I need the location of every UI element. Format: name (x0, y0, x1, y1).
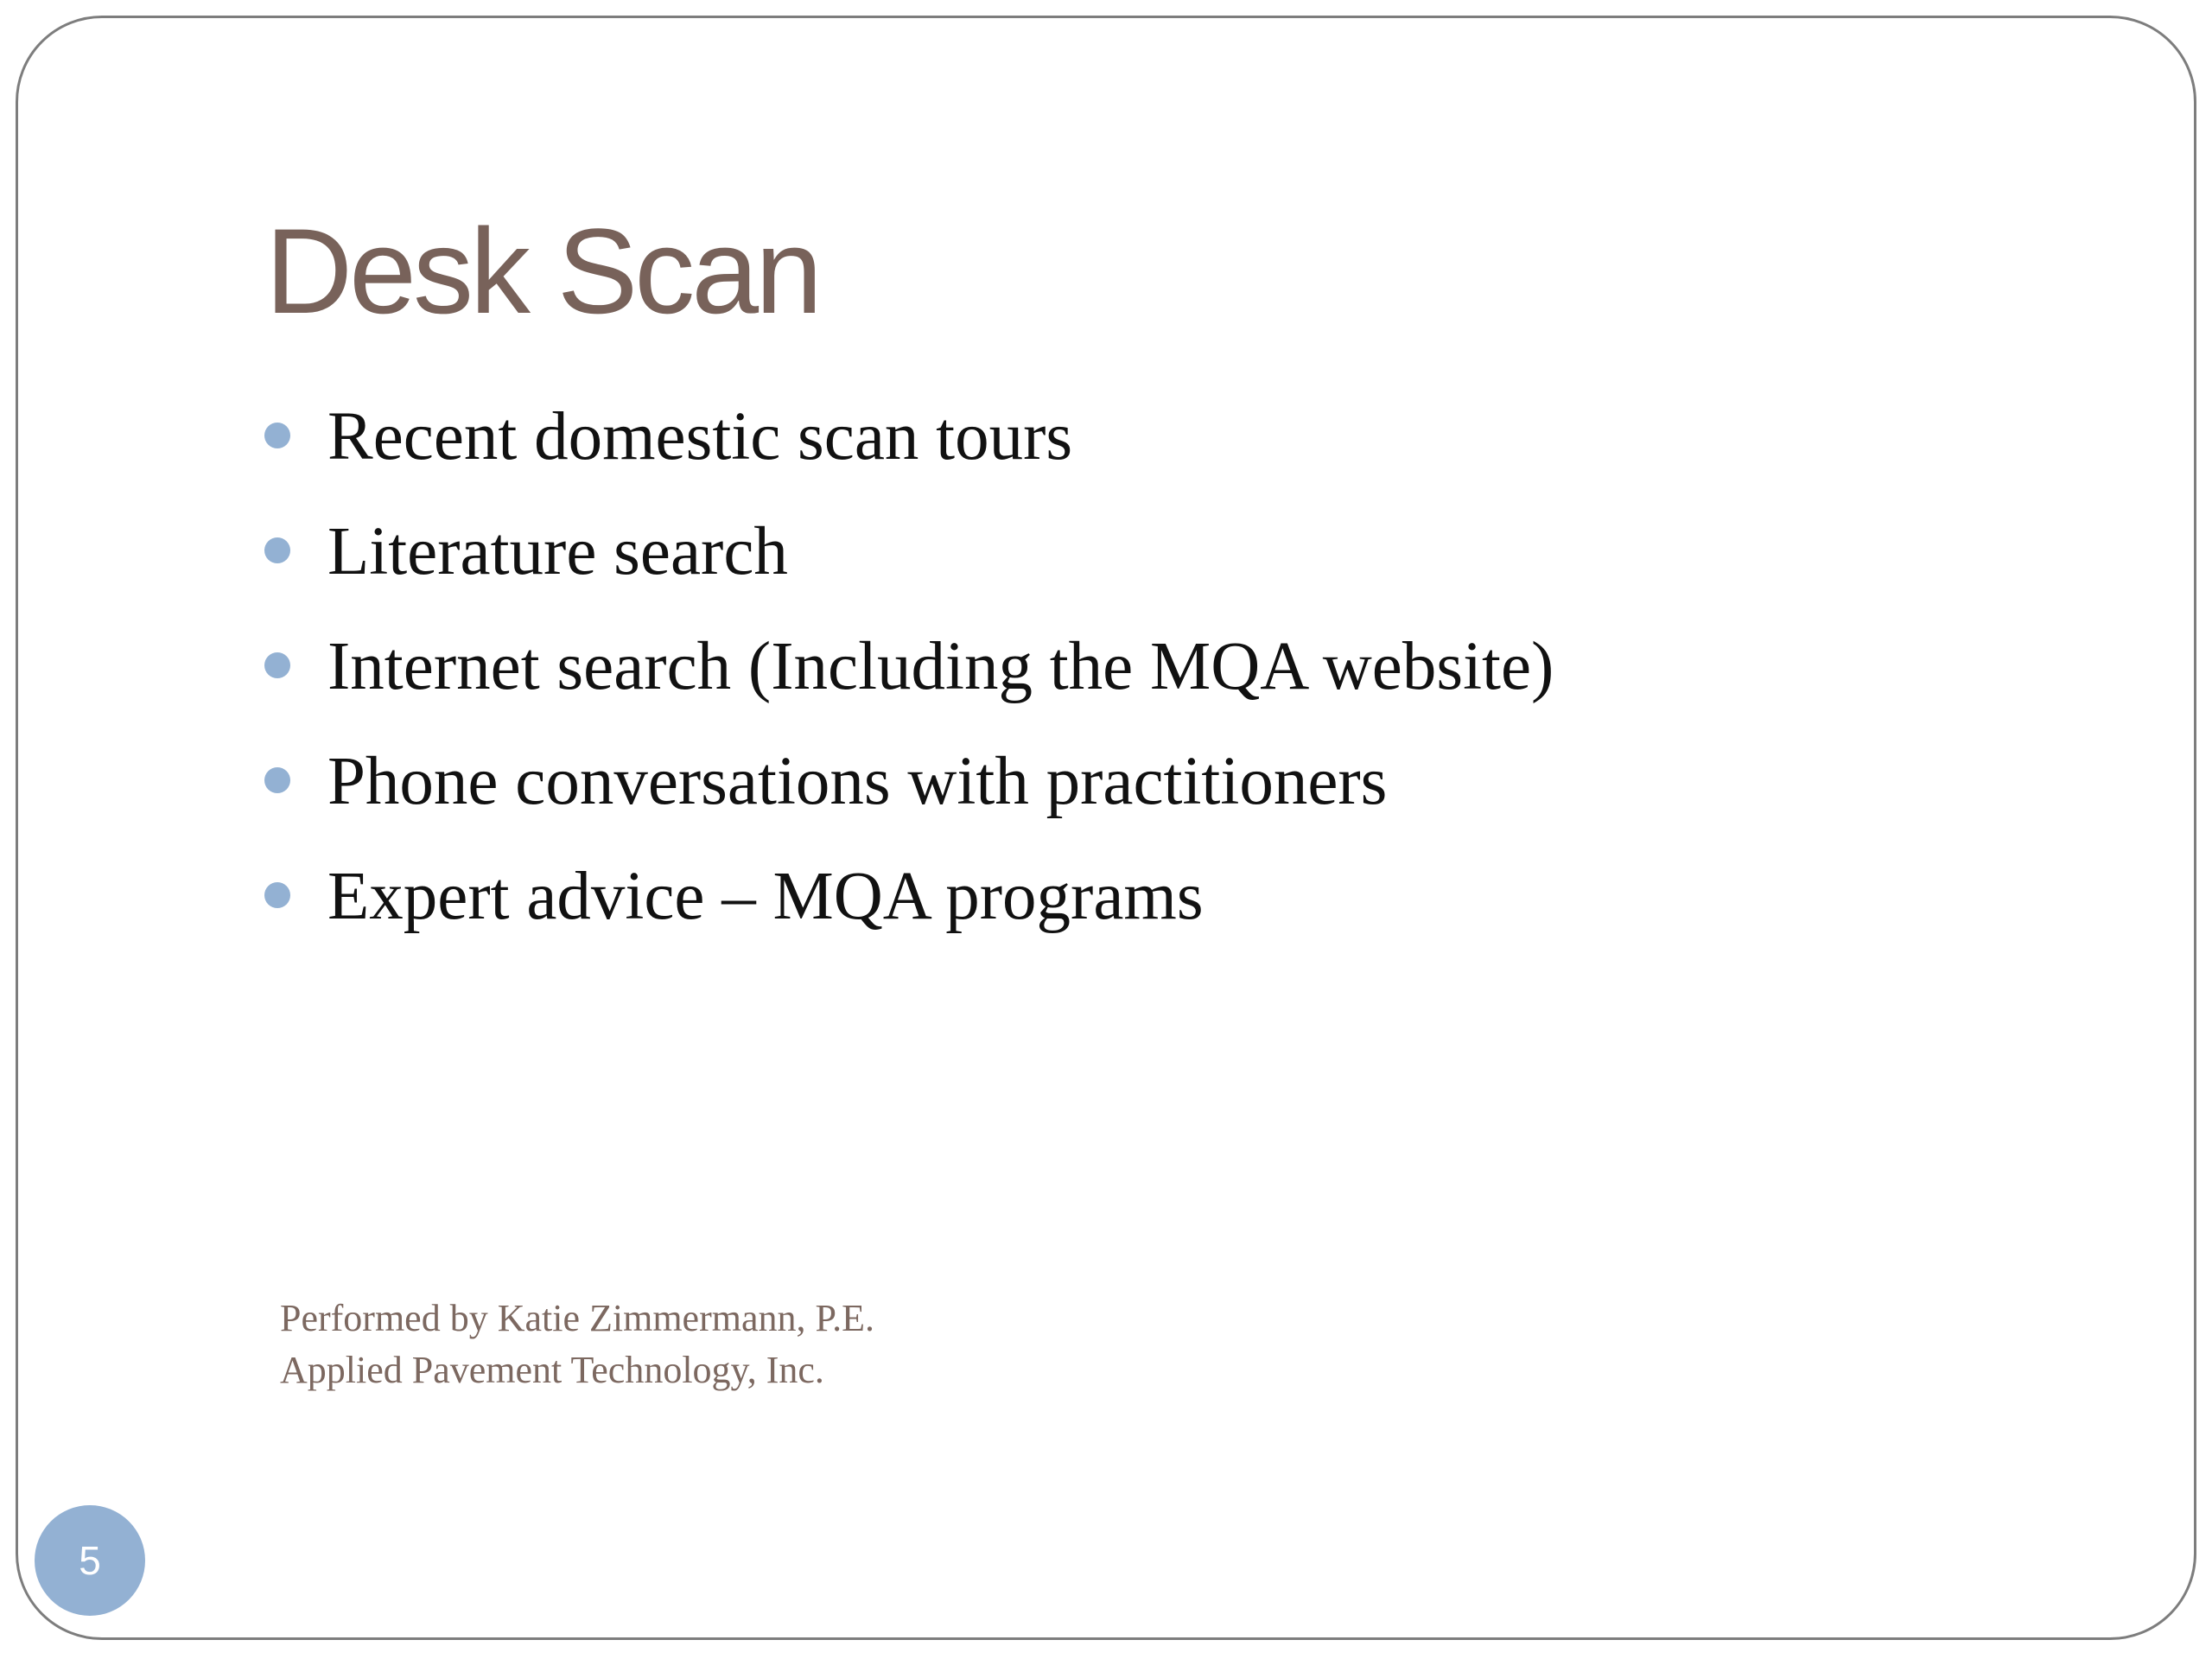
bullet-item (264, 839, 1554, 954)
footer-performed-by: Performed by Katie Zimmermann, P.E. (280, 1297, 874, 1339)
bullet-text: Internet search (Including the MQA website) (327, 628, 1554, 704)
bullet-dot-icon (264, 423, 290, 448)
slide-title: Desk Scan (265, 203, 819, 339)
bullet-text: Phone conversations with practitioners (327, 743, 1388, 819)
bullet-text: Literature search (327, 513, 788, 589)
bullet-list (264, 379, 1554, 954)
bullet-dot-icon (264, 537, 290, 563)
bullet-item (264, 379, 1554, 494)
bullet-text: Expert advice – MQA programs (327, 858, 1204, 934)
bullet-text: Recent domestic scan tours (327, 398, 1073, 474)
bullet-item (264, 609, 1554, 724)
slide-frame (16, 16, 2196, 1640)
bullet-dot-icon (264, 652, 290, 678)
footer-note (280, 1293, 874, 1396)
bullet-dot-icon (264, 882, 290, 908)
slide-number-badge: 5 (35, 1505, 145, 1616)
bullet-item (264, 494, 1554, 609)
footer-company: Applied Pavement Technology, Inc. (280, 1349, 824, 1391)
bullet-item (264, 724, 1554, 839)
bullet-dot-icon (264, 767, 290, 793)
